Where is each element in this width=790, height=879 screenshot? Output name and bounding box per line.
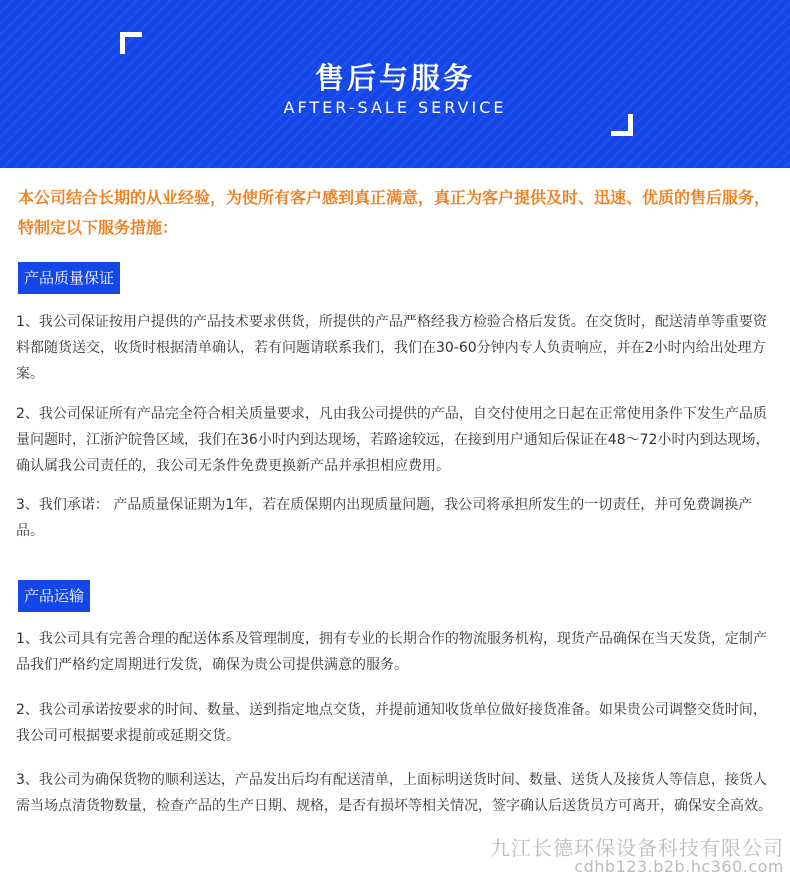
watermark-company: 九江长德环保设备科技有限公司 [490,836,784,860]
quality-item-1: 1、我公司保证按用户提供的产品技术要求供货，所提供的产品严格经我方检验合格后发货。在交货时，配送清单等重要资料都随货送交，收货时根据清单确认，若有问题请联系我们，我们在30-60分钟内专人负责响应，并在2小时内给出处理方案。 [16,314,767,382]
corner-bracket-bottom-right [611,114,633,136]
quality-heading: 产品质量保证 [18,262,120,294]
page-title: 售后与服务 [314,61,475,95]
watermark-url: cdhb123.b2b.hc360.com [574,857,784,876]
quality-item-2: 2、我公司保证所有产品完全符合相关质量要求，凡由我公司提供的产品，自交付使用之日起在正常使用条件下发生产品质量问题时，江浙沪皖鲁区域，我们在36小时内到达现场，若路途较远，在接到用户通知后保证在48～72小时内到达现场，确认属我公司责任的，我公司无条件免费更换新产品并承担相应费用。 [16,406,770,474]
transport-heading: 产品运输 [18,580,90,612]
transport-item-2: 2、我公司承诺按要求的时间、数量、送到指定地点交货，并提前通知收货单位做好接货准备。如果贵公司调整交货时间，我公司可根据要求提前或延期交货。 [16,702,767,744]
page-subtitle: AFTER-SALE SERVICE [283,98,507,117]
quality-item-3: 3、我们承诺： 产品质量保证期为1年，若在质保期内出现质量问题，我公司将承担所发生的一切责任，并可免费调换产品。 [16,497,753,539]
header-banner [0,0,790,168]
transport-item-1: 1、我公司具有完善合理的配送体系及管理制度，拥有专业的长期合作的物流服务机构，现货产品确保在当天发货，定制产品我们严格约定周期进行发货，确保为贵公司提供满意的服务。 [16,631,767,673]
corner-bracket-top-left [120,32,142,54]
intro-text: 本公司结合长期的从业经验，为使所有客户感到真正满意，真正为客户提供及时、迅速、优质的售后服务，特制定以下服务措施： [18,188,771,237]
transport-item-3: 3、我公司为确保货物的顺利送达，产品发出后均有配送清单，上面标明送货时间、数量、送货人及接货人等信息，接货人需当场点清货物数量，检查产品的生产日期、规格，是否有损坏等相关情况，签字确认后送货员方可离开，确保安全高效。 [16,772,772,814]
